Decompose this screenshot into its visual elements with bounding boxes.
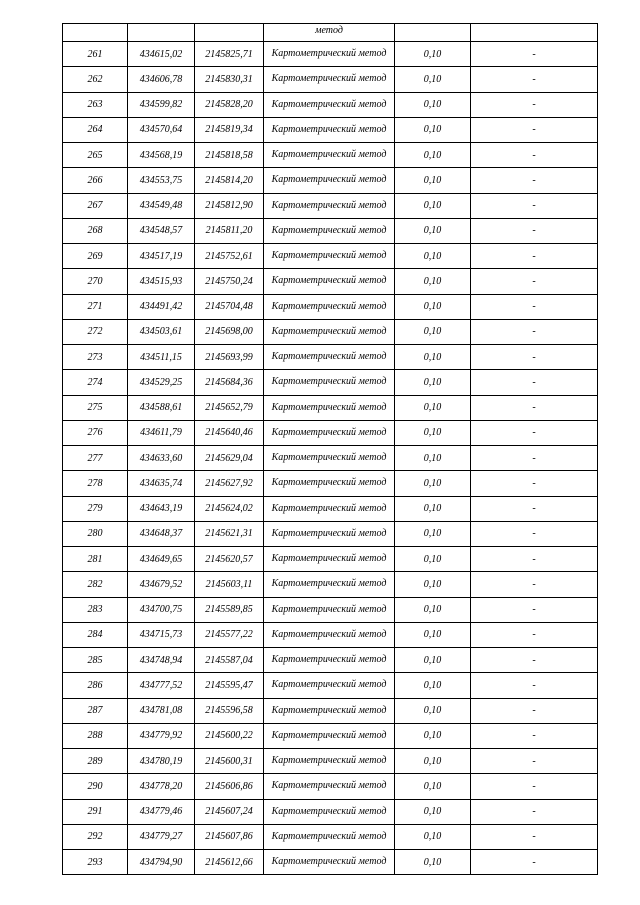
cell-method: [264, 244, 395, 269]
cell-point-number: 274: [63, 370, 128, 395]
cell-point-number: 285: [63, 648, 128, 673]
cell-accuracy: 0,10: [395, 420, 471, 445]
cell-note: -: [471, 92, 598, 117]
cell-note: -: [471, 471, 598, 496]
cell-accuracy: 0,10: [395, 446, 471, 471]
cell-note: -: [471, 244, 598, 269]
table-row: [63, 294, 598, 319]
cell-y: 2145596,58: [195, 698, 264, 723]
cell-point-number: [63, 24, 128, 42]
cell-x: 434781,08: [128, 698, 195, 723]
cell-point-number: 286: [63, 673, 128, 698]
cell-accuracy: 0,10: [395, 597, 471, 622]
table-row: [63, 698, 598, 723]
table-row: [63, 395, 598, 420]
method-text: Картометрический метод: [271, 628, 387, 640]
cell-note: -: [471, 319, 598, 344]
cell-accuracy: 0,10: [395, 824, 471, 849]
cell-accuracy: 0,10: [395, 143, 471, 168]
cell-note: -: [471, 799, 598, 824]
method-text: Картометрический метод: [271, 325, 387, 337]
table-row: [63, 774, 598, 799]
cell-x: 434511,15: [128, 345, 195, 370]
cell-y: 2145627,92: [195, 471, 264, 496]
cell-note: -: [471, 168, 598, 193]
cell-x: 434606,78: [128, 67, 195, 92]
method-text: Картометрический метод: [271, 654, 387, 666]
method-text: Картометрический метод: [271, 73, 387, 85]
cell-method: [264, 749, 395, 774]
table-row: [63, 370, 598, 395]
cell-point-number: 288: [63, 723, 128, 748]
cell-point-number: 267: [63, 193, 128, 218]
cell-x: 434568,19: [128, 143, 195, 168]
cell-accuracy: 0,10: [395, 168, 471, 193]
cell-y: 2145629,04: [195, 446, 264, 471]
table-row: [63, 67, 598, 92]
method-text: Картометрический метод: [271, 351, 387, 363]
cell-method: [264, 269, 395, 294]
cell-accuracy: 0,10: [395, 648, 471, 673]
cell-x: 434780,19: [128, 749, 195, 774]
table-row: [63, 218, 598, 243]
cell-method: [264, 648, 395, 673]
cell-accuracy: 0,10: [395, 521, 471, 546]
cell-y: 2145819,34: [195, 117, 264, 142]
cell-accuracy: 0,10: [395, 547, 471, 572]
cell-y: 2145612,66: [195, 850, 264, 875]
cell-point-number: 278: [63, 471, 128, 496]
cell-y: 2145652,79: [195, 395, 264, 420]
table-row: [63, 92, 598, 117]
cell-x: 434515,93: [128, 269, 195, 294]
cell-accuracy: 0,10: [395, 774, 471, 799]
cell-method: [264, 547, 395, 572]
cell-note: -: [471, 193, 598, 218]
method-text: Картометрический метод: [271, 704, 387, 716]
cell-x: 434553,75: [128, 168, 195, 193]
table-row: [63, 850, 598, 875]
table-row: [63, 648, 598, 673]
cell-point-number: 291: [63, 799, 128, 824]
method-text: Картометрический метод: [271, 149, 387, 161]
table-row: [63, 547, 598, 572]
cell-x: 434700,75: [128, 597, 195, 622]
table-row: [63, 117, 598, 142]
cell-y: 2145587,04: [195, 648, 264, 673]
table-row: [63, 673, 598, 698]
cell-y: 2145811,20: [195, 218, 264, 243]
cell-x: 434779,46: [128, 799, 195, 824]
cell-method: [264, 622, 395, 647]
method-text: Картометрический метод: [271, 755, 387, 767]
cell-note: -: [471, 850, 598, 875]
cell-note: -: [471, 67, 598, 92]
method-text: Картометрический метод: [271, 527, 387, 539]
method-text: Картометрический метод: [271, 250, 387, 262]
cell-accuracy: 0,10: [395, 319, 471, 344]
cell-y: 2145698,00: [195, 319, 264, 344]
cell-point-number: 284: [63, 622, 128, 647]
cell-point-number: 262: [63, 67, 128, 92]
table-row: [63, 496, 598, 521]
coordinates-table-body: [63, 24, 598, 875]
cell-note: -: [471, 824, 598, 849]
method-text: Картометрический метод: [271, 477, 387, 489]
cell-y: 2145828,20: [195, 92, 264, 117]
cell-x: 434679,52: [128, 572, 195, 597]
cell-method: [264, 24, 395, 42]
cell-point-number: 292: [63, 824, 128, 849]
method-text: Картометрический метод: [271, 603, 387, 615]
cell-accuracy: 0,10: [395, 799, 471, 824]
cell-y: 2145704,48: [195, 294, 264, 319]
cell-note: -: [471, 395, 598, 420]
cell-x: 434778,20: [128, 774, 195, 799]
cell-y: 2145595,47: [195, 673, 264, 698]
cell-y: 2145812,90: [195, 193, 264, 218]
cell-accuracy: 0,10: [395, 698, 471, 723]
method-text: Картометрический метод: [271, 452, 387, 464]
cell-accuracy: 0,10: [395, 572, 471, 597]
cell-accuracy: 0,10: [395, 395, 471, 420]
cell-method: [264, 774, 395, 799]
cell-accuracy: 0,10: [395, 496, 471, 521]
cell-note: [471, 24, 598, 42]
cell-note: -: [471, 723, 598, 748]
cell-point-number: 276: [63, 420, 128, 445]
table-row: [63, 42, 598, 67]
table-row: [63, 749, 598, 774]
cell-point-number: 270: [63, 269, 128, 294]
method-text: Картометрический метод: [271, 553, 387, 565]
method-text: Картометрический метод: [271, 199, 387, 211]
cell-method: [264, 92, 395, 117]
cell-note: -: [471, 117, 598, 142]
cell-y: 2145750,24: [195, 269, 264, 294]
cell-accuracy: 0,10: [395, 622, 471, 647]
cell-y: 2145814,20: [195, 168, 264, 193]
cell-y: 2145607,24: [195, 799, 264, 824]
cell-note: -: [471, 597, 598, 622]
cell-accuracy: 0,10: [395, 370, 471, 395]
cell-method: [264, 143, 395, 168]
cell-method: [264, 117, 395, 142]
cell-x: 434794,90: [128, 850, 195, 875]
method-text: Картометрический метод: [271, 376, 387, 388]
cell-method: [264, 370, 395, 395]
cell-x: 434633,60: [128, 446, 195, 471]
cell-note: -: [471, 269, 598, 294]
method-text: Картометрический метод: [271, 224, 387, 236]
cell-accuracy: 0,10: [395, 92, 471, 117]
cell-y: 2145624,02: [195, 496, 264, 521]
cell-method: [264, 319, 395, 344]
method-text: Картометрический метод: [271, 300, 387, 312]
table-row: [63, 597, 598, 622]
cell-point-number: 277: [63, 446, 128, 471]
cell-note: -: [471, 42, 598, 67]
cell-x: 434529,25: [128, 370, 195, 395]
cell-accuracy: 0,10: [395, 345, 471, 370]
cell-method: [264, 446, 395, 471]
cell-method: [264, 193, 395, 218]
cell-x: 434549,48: [128, 193, 195, 218]
cell-accuracy: [395, 24, 471, 42]
cell-accuracy: 0,10: [395, 673, 471, 698]
cell-accuracy: 0,10: [395, 42, 471, 67]
table-row: [63, 269, 598, 294]
cell-method: [264, 67, 395, 92]
cell-x: 434748,94: [128, 648, 195, 673]
cell-y: 2145818,58: [195, 143, 264, 168]
method-text: Картометрический метод: [271, 805, 387, 817]
cell-method: [264, 471, 395, 496]
cell-note: -: [471, 673, 598, 698]
cell-y: 2145600,31: [195, 749, 264, 774]
cell-accuracy: 0,10: [395, 117, 471, 142]
cell-point-number: 275: [63, 395, 128, 420]
table-row: [63, 824, 598, 849]
method-text: Картометрический метод: [271, 426, 387, 438]
cell-point-number: 264: [63, 117, 128, 142]
table-row: [63, 799, 598, 824]
cell-method: [264, 572, 395, 597]
cell-y: 2145693,99: [195, 345, 264, 370]
table-row: [63, 244, 598, 269]
cell-note: -: [471, 749, 598, 774]
cell-method: [264, 521, 395, 546]
table-row: [63, 193, 598, 218]
cell-note: -: [471, 420, 598, 445]
method-text: Картометрический метод: [271, 401, 387, 413]
cell-note: -: [471, 370, 598, 395]
cell-point-number: 283: [63, 597, 128, 622]
cell-accuracy: 0,10: [395, 244, 471, 269]
cell-accuracy: 0,10: [395, 723, 471, 748]
method-text: метод: [315, 24, 343, 36]
cell-y: 2145752,61: [195, 244, 264, 269]
method-text: Картометрический метод: [271, 275, 387, 287]
cell-y: 2145825,71: [195, 42, 264, 67]
cell-method: [264, 218, 395, 243]
cell-x: 434599,82: [128, 92, 195, 117]
method-text: Картометрический метод: [271, 502, 387, 514]
cell-point-number: 272: [63, 319, 128, 344]
cell-note: -: [471, 446, 598, 471]
cell-point-number: 290: [63, 774, 128, 799]
cell-x: [128, 24, 195, 42]
table-row: [63, 420, 598, 445]
cell-method: [264, 420, 395, 445]
cell-point-number: 281: [63, 547, 128, 572]
table-row: [63, 168, 598, 193]
cell-note: -: [471, 572, 598, 597]
cell-x: 434615,02: [128, 42, 195, 67]
cell-accuracy: 0,10: [395, 294, 471, 319]
cell-point-number: 287: [63, 698, 128, 723]
cell-x: 434517,19: [128, 244, 195, 269]
cell-accuracy: 0,10: [395, 67, 471, 92]
cell-note: -: [471, 698, 598, 723]
cell-x: 434570,64: [128, 117, 195, 142]
table-row-continuation: [63, 24, 598, 42]
coordinates-table: [62, 23, 598, 875]
cell-accuracy: 0,10: [395, 269, 471, 294]
cell-x: 434715,73: [128, 622, 195, 647]
cell-y: 2145589,85: [195, 597, 264, 622]
cell-point-number: 279: [63, 496, 128, 521]
method-text: Картометрический метод: [271, 856, 387, 868]
cell-y: 2145603,11: [195, 572, 264, 597]
cell-note: -: [471, 774, 598, 799]
cell-x: 434635,74: [128, 471, 195, 496]
cell-x: 434779,92: [128, 723, 195, 748]
cell-note: -: [471, 143, 598, 168]
cell-point-number: 263: [63, 92, 128, 117]
cell-x: 434611,79: [128, 420, 195, 445]
cell-method: [264, 799, 395, 824]
cell-point-number: 266: [63, 168, 128, 193]
cell-x: 434588,61: [128, 395, 195, 420]
cell-point-number: 282: [63, 572, 128, 597]
cell-note: -: [471, 345, 598, 370]
table-row: [63, 471, 598, 496]
cell-accuracy: 0,10: [395, 850, 471, 875]
method-text: Картометрический метод: [271, 48, 387, 60]
cell-point-number: 273: [63, 345, 128, 370]
cell-note: -: [471, 648, 598, 673]
method-text: Картометрический метод: [271, 679, 387, 691]
cell-accuracy: 0,10: [395, 471, 471, 496]
cell-method: [264, 168, 395, 193]
cell-x: 434643,19: [128, 496, 195, 521]
cell-note: -: [471, 547, 598, 572]
cell-method: [264, 698, 395, 723]
cell-x: 434648,37: [128, 521, 195, 546]
cell-method: [264, 850, 395, 875]
cell-point-number: 280: [63, 521, 128, 546]
cell-point-number: 269: [63, 244, 128, 269]
cell-x: 434777,52: [128, 673, 195, 698]
cell-point-number: 261: [63, 42, 128, 67]
table-row: [63, 622, 598, 647]
cell-point-number: 293: [63, 850, 128, 875]
cell-point-number: 289: [63, 749, 128, 774]
cell-y: 2145830,31: [195, 67, 264, 92]
table-row: [63, 723, 598, 748]
cell-point-number: 268: [63, 218, 128, 243]
table-row: [63, 446, 598, 471]
cell-accuracy: 0,10: [395, 749, 471, 774]
cell-x: 434649,65: [128, 547, 195, 572]
method-text: Картометрический метод: [271, 98, 387, 110]
method-text: Картометрический метод: [271, 578, 387, 590]
method-text: Картометрический метод: [271, 729, 387, 741]
table-row: [63, 572, 598, 597]
cell-x: 434548,57: [128, 218, 195, 243]
cell-x: 434779,27: [128, 824, 195, 849]
cell-method: [264, 345, 395, 370]
method-text: Картометрический метод: [271, 123, 387, 135]
method-text: Картометрический метод: [271, 780, 387, 792]
cell-note: -: [471, 218, 598, 243]
cell-method: [264, 395, 395, 420]
cell-method: [264, 42, 395, 67]
cell-x: 434503,61: [128, 319, 195, 344]
cell-y: 2145640,46: [195, 420, 264, 445]
cell-method: [264, 723, 395, 748]
cell-note: -: [471, 521, 598, 546]
cell-y: 2145620,57: [195, 547, 264, 572]
cell-y: 2145600,22: [195, 723, 264, 748]
cell-method: [264, 673, 395, 698]
cell-point-number: 271: [63, 294, 128, 319]
cell-method: [264, 496, 395, 521]
cell-method: [264, 824, 395, 849]
cell-y: 2145607,86: [195, 824, 264, 849]
table-row: [63, 143, 598, 168]
table-row: [63, 345, 598, 370]
cell-note: -: [471, 294, 598, 319]
cell-accuracy: 0,10: [395, 193, 471, 218]
table-row: [63, 521, 598, 546]
cell-y: [195, 24, 264, 42]
method-text: Картометрический метод: [271, 830, 387, 842]
cell-point-number: 265: [63, 143, 128, 168]
cell-y: 2145606,86: [195, 774, 264, 799]
cell-note: -: [471, 622, 598, 647]
cell-y: 2145621,31: [195, 521, 264, 546]
method-text: Картометрический метод: [271, 174, 387, 186]
cell-method: [264, 294, 395, 319]
cell-accuracy: 0,10: [395, 218, 471, 243]
cell-method: [264, 597, 395, 622]
cell-note: -: [471, 496, 598, 521]
cell-y: 2145684,36: [195, 370, 264, 395]
cell-x: 434491,42: [128, 294, 195, 319]
table-row: [63, 319, 598, 344]
cell-y: 2145577,22: [195, 622, 264, 647]
